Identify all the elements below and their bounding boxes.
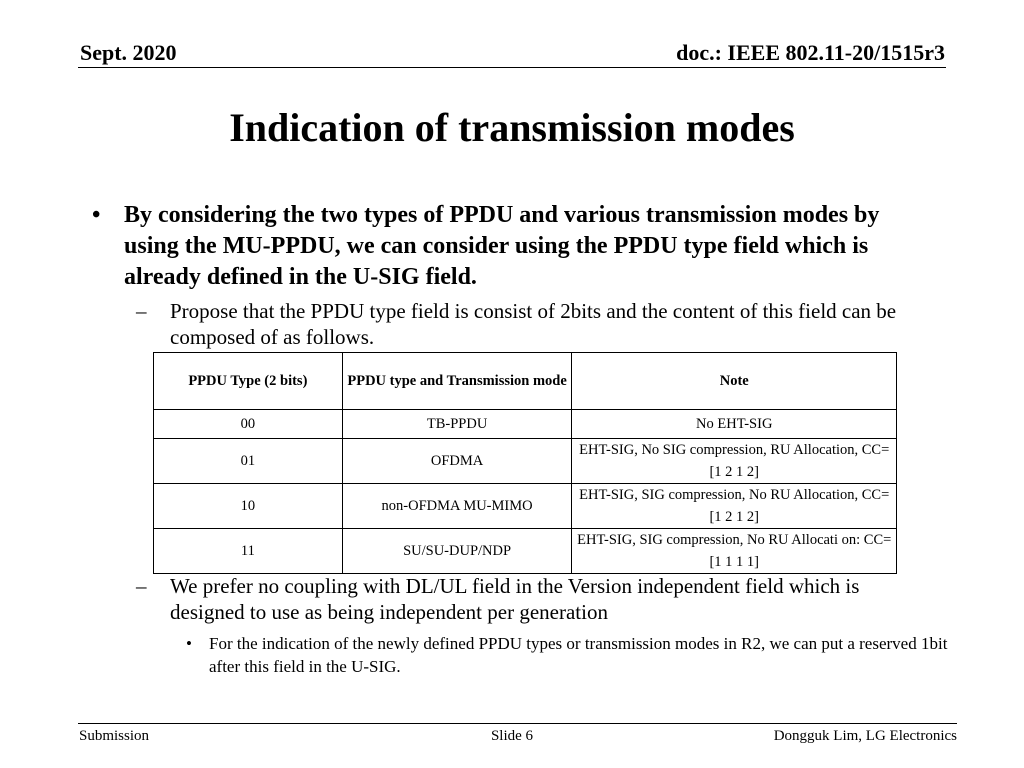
slide-title: Indication of transmission modes xyxy=(229,105,795,150)
table-cell: OFDMA xyxy=(342,439,572,484)
sub-sub-bullet-text: For the indication of the newly defined PPDU types or transmission modes in R2, we can put a reserved 1bit after this field in the U-SIG. xyxy=(209,634,948,676)
footer-submission: Submission xyxy=(79,728,150,744)
sub-bullet-text: We prefer no coupling with DL/UL field in the Version independent field which is designed to use as being independent per generation xyxy=(170,574,860,624)
ppdu-type-table xyxy=(153,352,897,574)
table-cell: EHT-SIG, No SIG compression, RU Allocation, CC= [1 2 1 2] xyxy=(572,439,897,484)
footer-slide-number: Slide 6 xyxy=(490,728,534,744)
header-date: Sept. 2020 xyxy=(80,40,177,65)
table-cell: SU/SU-DUP/NDP xyxy=(342,529,572,574)
table-cell: TB-PPDU xyxy=(342,410,572,439)
table-cell: 10 xyxy=(154,484,343,529)
table-row xyxy=(154,439,897,484)
table-header-cell: PPDU type and Transmission mode xyxy=(342,353,572,410)
table-row xyxy=(154,484,897,529)
dash-marker: – xyxy=(136,299,147,323)
table-cell: 11 xyxy=(154,529,343,574)
footer-author: Dongguk Lim, LG Electronics xyxy=(773,728,957,744)
table-cell: EHT-SIG, SIG compression, No RU Allocation, CC= [1 2 1 2] xyxy=(572,484,897,529)
table-cell: No EHT-SIG xyxy=(572,410,897,439)
table-cell: non-OFDMA MU-MIMO xyxy=(342,484,572,529)
header-divider xyxy=(78,67,946,68)
table-header-row xyxy=(154,353,897,410)
table-cell: EHT-SIG, SIG compression, No RU Allocati on: CC= [1 1 1 1] xyxy=(572,529,897,574)
bullet-text: By considering the two types of PPDU and various transmission modes by using the MU-PPDU, we can consider using the PPDU type field which is already defined in the U-SIG field. xyxy=(124,202,880,290)
table-cell: 00 xyxy=(154,410,343,439)
bullet-marker: • xyxy=(186,634,192,653)
bullet-marker: • xyxy=(92,202,101,228)
table-cell: 01 xyxy=(154,439,343,484)
footer-divider xyxy=(78,723,957,724)
table-row xyxy=(154,529,897,574)
sub-bullet-text: Propose that the PPDU type field is consist of 2bits and the content of this field can be composed of as follows. xyxy=(170,299,897,349)
dash-marker: – xyxy=(136,574,147,598)
table-header-cell: PPDU Type (2 bits) xyxy=(154,353,343,410)
table-header-cell: Note xyxy=(572,353,897,410)
table-row xyxy=(154,410,897,439)
header-doc-id: doc.: IEEE 802.11-20/1515r3 xyxy=(676,40,945,65)
